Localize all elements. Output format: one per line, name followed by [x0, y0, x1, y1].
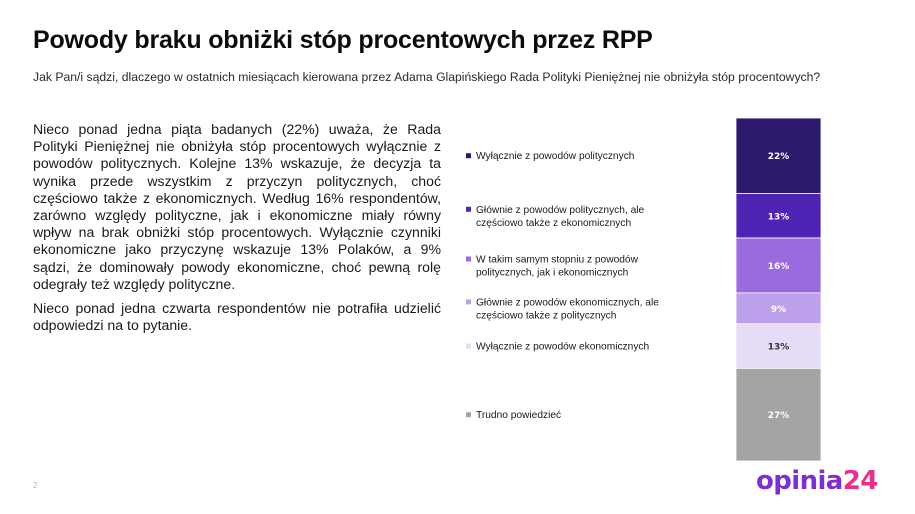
- legend-marker-2: [466, 207, 471, 212]
- legend-label-1: Wyłącznie z powodów politycznych: [476, 151, 635, 163]
- survey-question: Jak Pan/i sądzi, dlaczego w ostatnich miesiącach kierowana przez Adama Glapińskiego Rada Polityki Pieniężnej nie obniżyła stóp procentowych?: [33, 70, 821, 84]
- bar-label-2: 13%: [767, 212, 790, 223]
- legend-marker-3: [466, 256, 471, 261]
- legend-label-4: Głównie z powodów ekonomicznych, ale częściowo także z politycznych: [476, 297, 659, 322]
- legend-marker-6: [466, 412, 471, 417]
- legend-label-3: W takim samym stopniu z powodów politycznych, jak i ekonomicznych: [476, 254, 638, 279]
- opinia24-logo: [756, 466, 878, 496]
- legend-label-5: Wyłącznie z powodów ekonomicznych: [476, 341, 650, 353]
- legend-marker-1: [466, 153, 471, 158]
- summary-paragraph-1: Nieco ponad jedna piąta badanych (22%) uważa, że Rada Polityki Pieniężnej nie obniżyła stóp procentowych wyłącznie z powodów politycznych. Kolejne 13% wskazuje, że decyzja ta wynika przede wszystkim z przyczyn politycznych, choć częściowo także z ekonomicznych. Według 16% respondentów, zarówno względy polityczne, jak i ekonomiczne miały równy wpływ na brak obniżki stóp procentowych. Wyłącznie czynniki ekonomiczne jako przyczynę wskazuje 13% Polaków, a 9% sądzi, że dominowały powody ekonomiczne, choć pewną rolę odegrały też względy polityczne.: [33, 121, 441, 292]
- bar-label-3: 16%: [767, 261, 790, 272]
- summary-paragraph-2: Nieco ponad jedna czwarta respondentów nie potrafiła udzielić odpowiedzi na to pytanie.: [33, 300, 441, 334]
- bar-label-5: 13%: [767, 342, 790, 353]
- chart-legend: [466, 151, 659, 421]
- bar-label-4: 9%: [770, 304, 787, 315]
- page-title: Powody braku obniżki stóp procentowych przez RPP: [33, 26, 653, 54]
- legend-label-2: Głównie z powodów politycznych, ale częściowo także z ekonomicznych: [476, 204, 645, 229]
- legend-marker-4: [466, 299, 471, 304]
- logo-number: 24: [842, 466, 878, 496]
- bar-label-6: 27%: [767, 411, 790, 422]
- page-number: 2: [33, 481, 38, 490]
- bar-label-1: 22%: [767, 152, 790, 163]
- stacked-bar: [736, 118, 821, 461]
- legend-marker-5: [466, 344, 471, 349]
- logo-word: opinia: [756, 466, 843, 496]
- legend-label-6: Trudno powiedzieć: [476, 410, 562, 422]
